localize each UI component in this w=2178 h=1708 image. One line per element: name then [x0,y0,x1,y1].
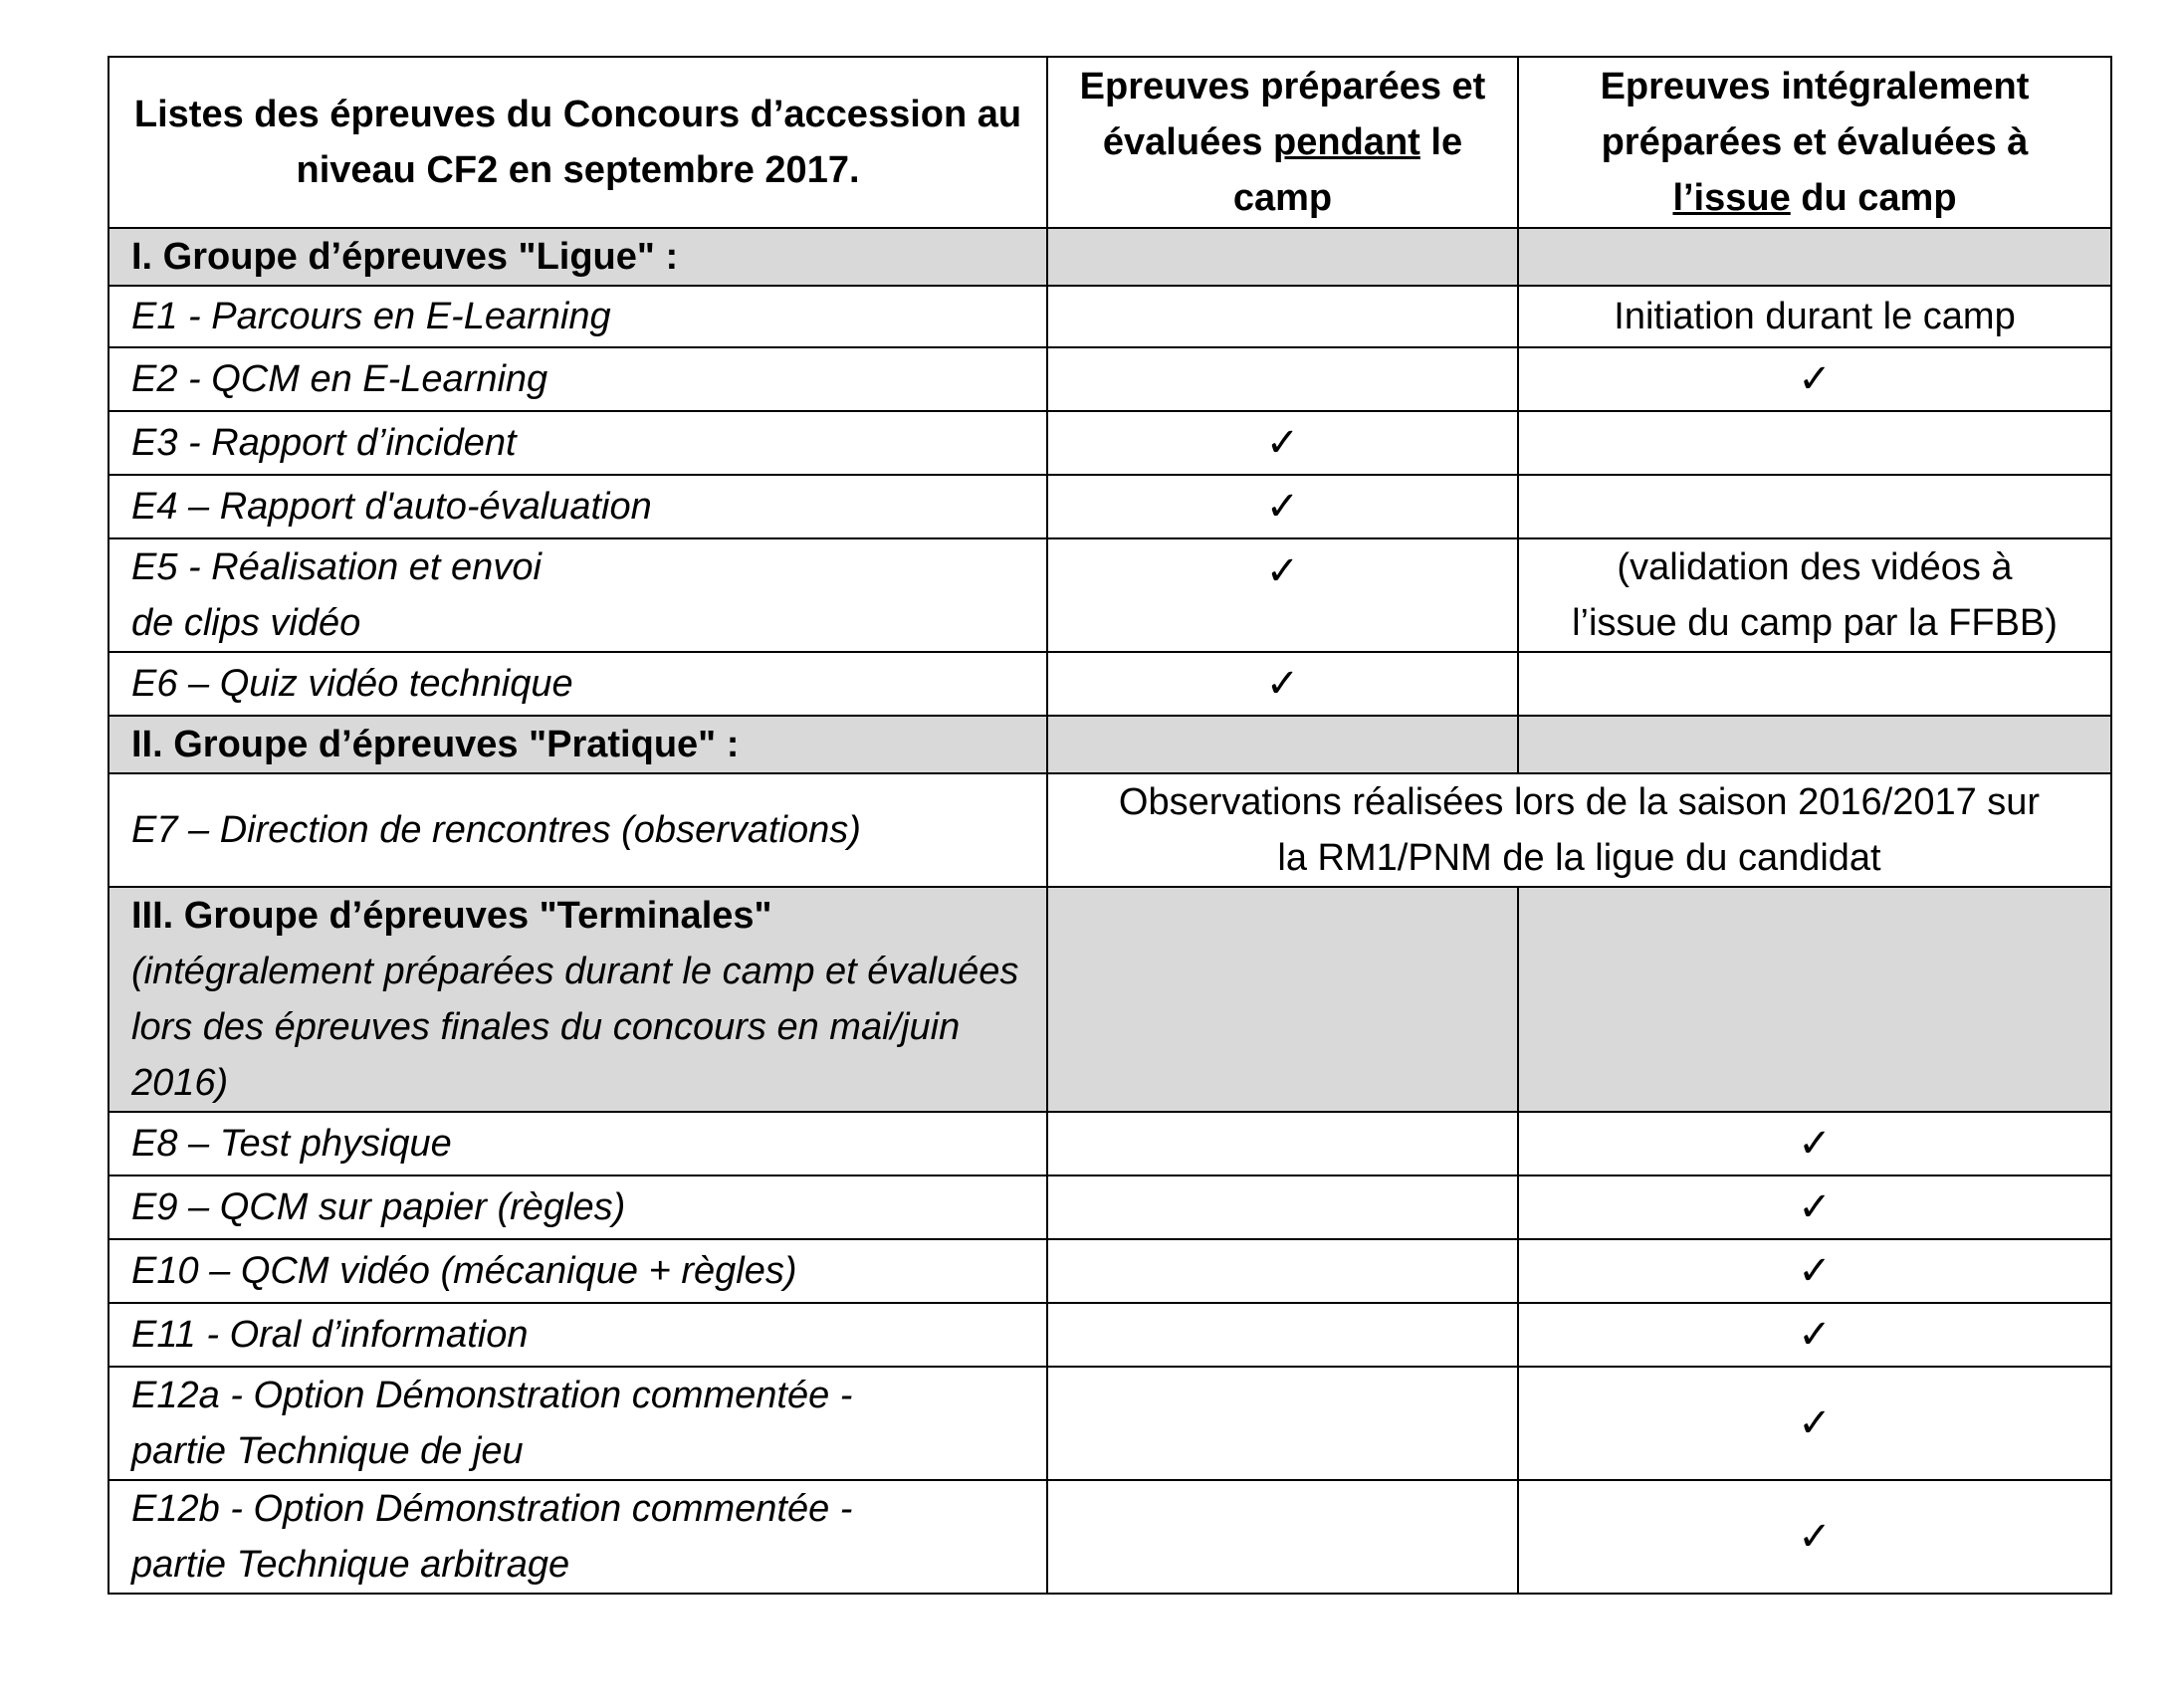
table-row-e5 [109,538,2111,652]
group-label-terminales [109,887,1047,1112]
group-row-ligue [109,228,2111,286]
checkmark-icon: ✓ [1798,1513,1832,1560]
group-cell-empty [1047,716,1518,773]
epreuve-label [109,1480,1047,1594]
cell-empty [1047,286,1518,347]
header-col2-underlined: pendant [1273,121,1420,163]
checkmark-icon: ✓ [1798,1311,1832,1358]
header-col-issue [1518,57,2111,228]
header-col3-underlined: l’issue [1672,177,1791,219]
group-cell-empty [1518,228,2111,286]
group-note: (intégralement préparées durant le camp et évaluées lors des épreuves finales du concours en mai/juin 2016) [131,951,1019,1104]
cell-empty [1047,347,1518,411]
cell-empty [1518,652,2111,716]
table-row-e10 [109,1239,2111,1303]
cell-check [1047,652,1518,716]
epreuve-label: E8 – Test physique [109,1112,1047,1175]
checkmark-icon: ✓ [1265,660,1300,707]
table-row-e12a [109,1367,2111,1480]
cell-text [1518,538,2111,652]
cell-empty [1047,1239,1518,1303]
table-row-e2 [109,347,2111,411]
table-row-e4 [109,475,2111,538]
header-col3-text-a: Epreuves intégralement préparées et évaluées à [1600,66,2030,163]
group-title: III. Groupe d’épreuves "Terminales" [131,895,772,937]
group-row-pratique [109,716,2111,773]
cell-check [1518,1175,2111,1239]
table-row-e8 [109,1112,2111,1175]
epreuve-label: E4 – Rapport d'auto-évaluation [109,475,1047,538]
epreuve-label: E2 - QCM en E-Learning [109,347,1047,411]
header-col-epreuves: Listes des épreuves du Concours d’accession au niveau CF2 en septembre 2017. [109,57,1047,228]
cell-check [1518,1303,2111,1367]
cell-text: Initiation durant le camp [1518,286,2111,347]
text-line: Observations réalisées lors de la saison 2016/2017 sur [1118,781,2041,823]
checkmark-icon: ✓ [1798,355,1832,402]
cell-check [1047,475,1518,538]
checkmark-icon: ✓ [1265,548,1300,594]
epreuve-label: E10 – QCM vidéo (mécanique + règles) [109,1239,1047,1303]
checkmark-icon: ✓ [1798,1183,1832,1230]
table-row-e11 [109,1303,2111,1367]
cell-check [1518,1367,2111,1480]
label-line: de clips vidéo [131,602,361,644]
label-line: partie Technique arbitrage [131,1544,570,1586]
text-line: (validation des vidéos à [1617,546,2013,588]
cell-check [1518,1480,2111,1594]
cell-check [1047,538,1518,652]
cell-empty [1047,1112,1518,1175]
table-row-e6 [109,652,2111,716]
table-row-e3 [109,411,2111,475]
cell-empty [1047,1303,1518,1367]
cell-check [1518,1112,2111,1175]
label-line: partie Technique de jeu [131,1430,524,1472]
cell-check [1518,347,2111,411]
cell-check [1047,411,1518,475]
epreuve-label: E9 – QCM sur papier (règles) [109,1175,1047,1239]
group-label-ligue: I. Groupe d’épreuves "Ligue" : [109,228,1047,286]
cell-empty [1518,475,2111,538]
cell-empty [1047,1367,1518,1480]
epreuve-label: E1 - Parcours en E-Learning [109,286,1047,347]
text-line: l’issue du camp par la FFBB) [1572,602,2058,644]
header-col-pendant [1047,57,1518,228]
label-line: E5 - Réalisation et envoi [131,546,542,588]
checkmark-icon: ✓ [1265,483,1300,530]
header-col3-text-b: du camp [1790,177,1957,219]
text-line: la RM1/PNM de la ligue du candidat [1277,837,1881,879]
checkmark-icon: ✓ [1798,1247,1832,1294]
table-row-e7 [109,773,2111,887]
group-cell-empty [1047,228,1518,286]
cell-empty [1518,411,2111,475]
epreuve-label [109,538,1047,652]
group-cell-empty [1518,887,2111,1112]
label-line: E12a - Option Démonstration commentée - [131,1375,853,1416]
label-line: E12b - Option Démonstration commentée - [131,1488,853,1530]
cell-empty [1047,1175,1518,1239]
table-row-e9 [109,1175,2111,1239]
checkmark-icon: ✓ [1798,1120,1832,1167]
header-col2-text-a: Epreuves préparées et évaluées [1079,66,1486,163]
cell-check [1518,1239,2111,1303]
epreuve-label: E7 – Direction de rencontres (observations) [109,773,1047,887]
group-cell-empty [1047,887,1518,1112]
epreuve-label: E3 - Rapport d’incident [109,411,1047,475]
epreuve-label: E11 - Oral d’information [109,1303,1047,1367]
header-row [109,57,2111,228]
cell-empty [1047,1480,1518,1594]
epreuves-table [108,56,2112,1595]
checkmark-icon: ✓ [1798,1399,1832,1446]
epreuve-label [109,1367,1047,1480]
epreuve-label: E6 – Quiz vidéo technique [109,652,1047,716]
group-cell-empty [1518,716,2111,773]
group-label-pratique: II. Groupe d’épreuves "Pratique" : [109,716,1047,773]
checkmark-icon: ✓ [1265,419,1300,466]
group-row-terminales [109,887,2111,1112]
table-row-e1 [109,286,2111,347]
table-row-e12b [109,1480,2111,1594]
header-col2-text-b: le camp [1232,121,1463,219]
merged-cell-text [1047,773,2111,887]
